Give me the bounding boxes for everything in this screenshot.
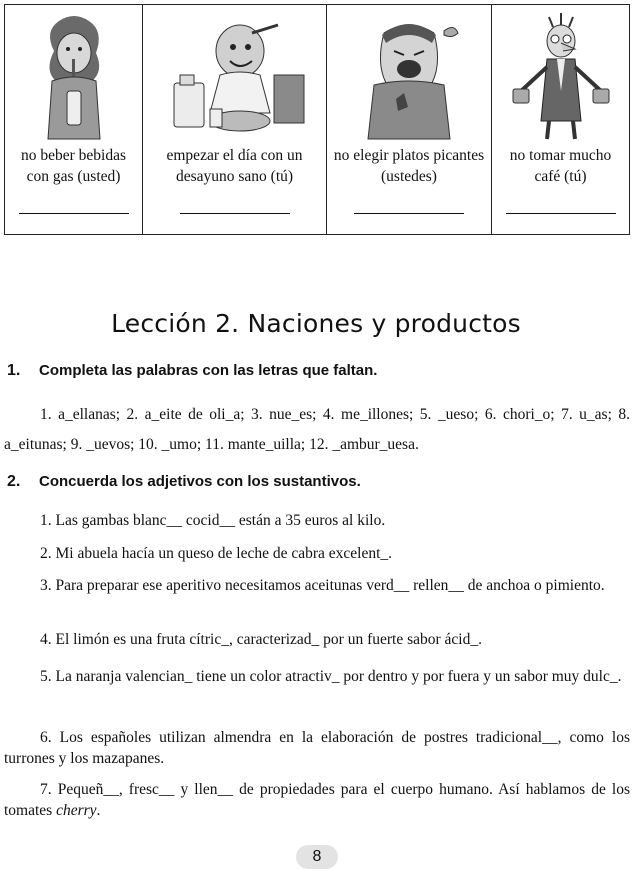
answer-blank[interactable] — [180, 213, 290, 214]
exercise-item-3: 3. Para preparar ese aperitivo necesitamos aceitunas verd__ rellen__ de anchoa o pimiento. — [40, 577, 605, 594]
exercise-item-7-text: 7. Pequeñ__, fresc__ y llen__ de propiedades para el cuerpo humano. Así hablamos de los tomates — [4, 781, 630, 819]
exercise-item-6: 6. Los españoles utilizan almendra en la elaboración de postres tradicional__, como los turrones y los mazapanes. — [4, 729, 630, 767]
exercise-item-7-end: . — [96, 802, 101, 819]
exercise-caption: no beber bebidas con gas (usted) — [20, 147, 127, 185]
exercise-cell-3 — [327, 5, 492, 235]
boy-eating-breakfast-icon — [160, 13, 310, 141]
exercise-cell-4 — [492, 5, 630, 235]
section-1-heading — [7, 362, 377, 380]
exercise-item-2: 2. Mi abuela hacía un queso de leche de cabra excelent_. — [40, 545, 393, 562]
nervous-man-coffee-icon — [511, 11, 611, 141]
man-eating-spicy-food-icon — [354, 13, 464, 141]
section-heading-text: Concuerda los adjetivos con los sustantivos. — [39, 473, 361, 490]
exercise-item-5: 5. La naranja valencian_ tiene un color atractiv_ por dentro y por fuera y un sabor muy dulc_. — [40, 668, 622, 685]
exercise-cell-1 — [5, 5, 143, 235]
exercise-item-1: 1. Las gambas blanc__ cocid__ están a 35 euros al kilo. — [40, 512, 386, 529]
page-number: 8 — [296, 845, 338, 869]
answer-blank[interactable] — [354, 213, 464, 214]
exercise-item-7-italic: cherry — [56, 802, 97, 819]
exercise-caption: no elegir platos picantes (ustedes) — [333, 147, 485, 185]
exercise-caption: empezar el día con un desayuno sano (tú) — [166, 147, 303, 185]
section-2-heading — [7, 473, 361, 491]
section-1-text: 1. a_ellanas; 2. a_eite de oli_a; 3. nue_es; 4. me_illones; 5. _ueso; 6. chori_o; 7. u_as; 8. a_eitunas; 9. _uevos; 10. _umo; 11. mante_uilla; 12. _ambur_uesa. — [4, 406, 630, 453]
section-heading-text: Completa las palabras con las letras que faltan. — [39, 362, 378, 379]
section-number: 1. — [7, 362, 21, 379]
exercise-cell-2 — [143, 5, 327, 235]
girl-drinking-soda-icon — [34, 11, 114, 141]
exercise-table — [4, 4, 630, 235]
section-number: 2. — [7, 473, 21, 490]
exercise-item-4: 4. El limón es una fruta cítric_, caracterizad_ por un fuerte sabor ácid_. — [40, 631, 482, 648]
answer-blank[interactable] — [19, 213, 129, 214]
answer-blank[interactable] — [506, 213, 616, 214]
exercise-item-7 — [4, 779, 630, 821]
lesson-title: Lección 2. Naciones y productos — [111, 309, 521, 338]
exercise-caption: no tomar mucho café (tú) — [509, 147, 612, 185]
